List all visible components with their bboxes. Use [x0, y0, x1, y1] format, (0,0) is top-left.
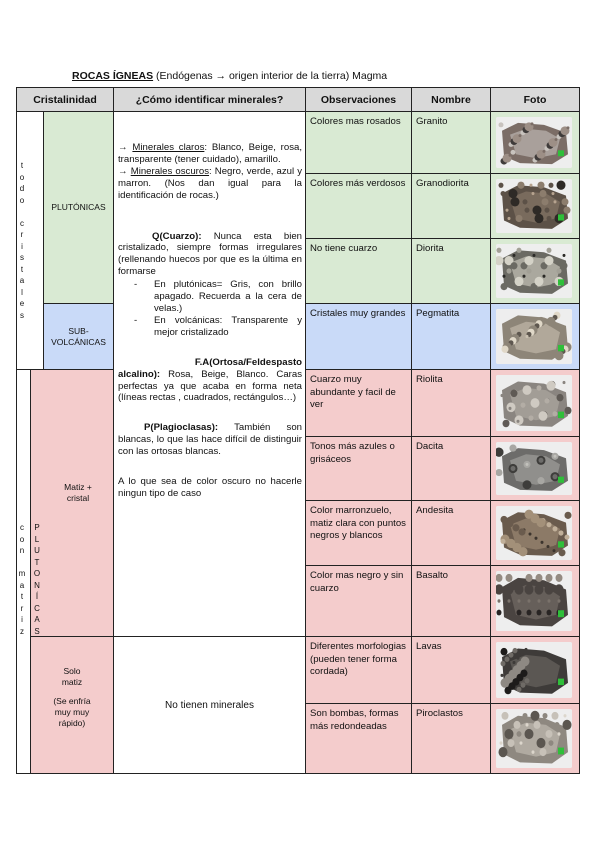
lavas-photo — [496, 642, 572, 698]
nombre-cell — [411, 703, 491, 774]
q-text: Nunca esta bien cristalizado, siempre formas irregulares (rellenando huecos por que es la última en formarse — [118, 230, 302, 278]
vertical-letter: o — [19, 534, 25, 544]
vertical-letter: t — [20, 161, 24, 170]
q-bullet-1-text: En plutónicas= Gris, con brillo apagado. Recuerda a la cera de velas.) — [154, 279, 302, 314]
vertical-letter: C — [34, 603, 40, 613]
q-bullet-1: - En plutónicas= Gris, con brillo apagado. Recuerda a la cera de velas.) — [134, 279, 302, 314]
observacion-text: Diferentes morfologias (pueden tener forma cordada) — [310, 641, 406, 677]
vertical-letter: a — [19, 580, 25, 590]
fa-paragraph — [118, 369, 302, 405]
nombre-cell — [411, 369, 491, 437]
nombre-cell — [411, 303, 491, 370]
title-main: ROCAS ÍGNEAS — [72, 70, 154, 82]
nombre-cell — [411, 173, 491, 239]
observacion-cell — [305, 303, 412, 370]
claros-paragraph — [118, 142, 302, 166]
granito-photo — [496, 117, 572, 168]
vertical-letter: o — [19, 195, 25, 205]
matiz-cristal-label — [44, 482, 112, 504]
observacion-text: Colores más verdosos — [310, 178, 406, 189]
fa-text: Rosa, Beige, Blanco. Caras perfectas ya que acaba en forma neta (líneas rectas , cuadrados, rectángulos…) — [118, 368, 302, 404]
nombre-text: Granodiorita — [416, 178, 469, 189]
p-paragraph — [118, 422, 302, 458]
observacion-text: Son bombas, formas más redondeadas — [310, 708, 399, 732]
no-minerales-cell — [113, 636, 306, 774]
oscuro-text: A lo que sea de color oscuro no hacerle ningun tipo de caso — [118, 476, 302, 499]
q-bullet-2: - En volcánicas: Transparente y mejor cristalizado — [134, 314, 302, 338]
observacion-cell — [305, 565, 412, 637]
header-identificar: ¿Cómo identificar minerales? — [113, 87, 306, 112]
matiz-cristal-line-2: cristal — [66, 493, 90, 503]
nombre-text: Piroclastos — [416, 708, 463, 719]
claros-label: Minerales claros — [132, 142, 205, 153]
granodiorita-photo — [496, 179, 572, 233]
pegmatita-photo — [496, 309, 572, 364]
observacion-cell — [305, 369, 412, 437]
solo-matiz-line-4: muy muy — [54, 707, 90, 717]
identificar-text — [118, 142, 302, 500]
solo-matiz-line-1: Solo — [63, 666, 81, 676]
observacion-text: Cuarzo muy abundante y facil de ver — [310, 374, 396, 410]
nombre-text: Riolita — [416, 374, 443, 385]
oscuros-text: : Negro, verde, azul y marron. (Nos dan igual para la identificación de rocas.) — [118, 165, 302, 201]
con-matriz-label — [17, 522, 27, 637]
nombre-text: Granito — [416, 116, 448, 127]
no-minerales-text: No tienen minerales — [165, 699, 254, 711]
vertical-letter: m — [18, 569, 26, 578]
vertical-letter: U — [34, 546, 40, 555]
subvolcanicas-cell — [43, 303, 114, 370]
nombre-text: Andesita — [416, 505, 454, 516]
oscuros-paragraph — [118, 166, 302, 202]
title-sub: (Endógenas → origen interior de la tierra) Magma — [153, 70, 388, 82]
q-paragraph — [118, 231, 302, 279]
vertical-letter: n — [19, 546, 25, 555]
todo-cristales-label — [17, 160, 27, 321]
subvolcanicas-label-2: VOLCÁNICAS — [51, 336, 106, 347]
subvolcanicas-label-1: SUB- — [68, 325, 89, 336]
vertical-letter: Í — [35, 592, 39, 601]
riolita-photo — [496, 375, 572, 431]
vertical-letter: o — [19, 172, 25, 182]
nombre-cell — [411, 636, 491, 704]
solo-matiz-line-5: rápido) — [58, 718, 86, 728]
solo-matiz-line-2: matiz — [61, 677, 83, 687]
vertical-letter: L — [34, 534, 40, 544]
observacion-cell — [305, 636, 412, 704]
vertical-letter: A — [34, 615, 40, 624]
vertical-letter: c — [20, 523, 24, 532]
diorita-photo — [496, 244, 572, 298]
vertical-letter — [17, 206, 27, 218]
vertical-letter: t — [20, 592, 24, 601]
observacion-text: Colores mas rosados — [310, 116, 401, 127]
nombre-text: Basalto — [416, 570, 448, 581]
vertical-letter: T — [34, 557, 40, 567]
observacion-text: Cristales muy grandes — [310, 308, 406, 319]
vertical-letter: z — [20, 626, 24, 636]
vertical-letter: P — [34, 523, 40, 532]
piroclastos-photo — [496, 709, 572, 768]
vertical-letter: N — [34, 580, 40, 590]
matiz-cristal-line-1: Matiz + — [64, 482, 92, 492]
vertical-letter: d — [19, 184, 25, 193]
fa-label-1: F.A(Ortosa/Feldespasto — [194, 356, 302, 368]
nombre-text: Diorita — [416, 243, 444, 254]
dacita-photo — [496, 442, 572, 495]
header-cristalinidad: Cristalinidad — [16, 87, 114, 112]
nombre-cell — [411, 238, 491, 304]
header-foto: Foto — [490, 87, 580, 112]
observacion-text: Color mas negro y sin cuarzo — [310, 570, 404, 594]
vertical-letter: a — [19, 276, 25, 285]
p-text: También son blancas, lo que las hace difícil de distinguir con las ortosas blancas. — [118, 422, 302, 458]
vertical-letter: r — [20, 230, 24, 239]
observacion-cell — [305, 436, 412, 501]
observacion-cell — [305, 111, 412, 174]
vertical-letter: S — [34, 626, 40, 636]
observacion-cell — [305, 238, 412, 304]
nombre-text: Dacita — [416, 441, 444, 452]
vertical-letter: i — [21, 241, 23, 251]
arrow-2: → — [118, 165, 131, 177]
q-bullet-2-text: En volcánicas: Transparente y mejor cristalizado — [154, 314, 302, 338]
vertical-letter: r — [20, 603, 24, 613]
page-title — [72, 70, 387, 82]
observacion-cell — [305, 500, 412, 566]
nombre-cell — [411, 111, 491, 174]
observacion-cell — [305, 173, 412, 239]
observacion-text: No tiene cuarzo — [310, 243, 378, 254]
q-label: Q(Cuarzo): — [152, 230, 202, 242]
oscuros-label: Minerales oscuros — [130, 165, 210, 177]
vertical-letter: O — [33, 569, 41, 578]
fa-label-2: alcalino): — [118, 368, 161, 380]
oscuro-paragraph — [118, 476, 302, 500]
basalto-photo — [496, 571, 572, 631]
nombre-cell — [411, 436, 491, 501]
arrow-1: → — [118, 142, 133, 153]
vertical-letter: e — [19, 299, 25, 308]
nombre-text: Lavas — [416, 641, 442, 652]
p-label: P(Plagioclasas): — [144, 422, 219, 434]
vertical-letter: l — [21, 287, 23, 297]
claros-text: : Blanco, Beige, rosa, transparente (tener cuidado), amarillo. — [118, 142, 302, 165]
observacion-cell — [305, 703, 412, 774]
solo-matiz-label — [32, 666, 112, 729]
vertical-letter: s — [20, 310, 24, 320]
plutonicas-vertical-label — [32, 522, 42, 637]
andesita-photo — [496, 506, 572, 560]
vertical-letter: t — [20, 264, 24, 274]
plutonicas-cell — [43, 111, 114, 304]
plutonicas-label: PLUTÓNICAS — [51, 202, 106, 212]
observacion-text: Tonos más azules o grisáceos — [310, 441, 395, 465]
vertical-letter: s — [20, 253, 24, 262]
solo-matiz-line-3: (Se enfría — [53, 696, 91, 706]
vertical-letter: i — [21, 615, 23, 624]
header-nombre: Nombre — [411, 87, 491, 112]
nombre-cell — [411, 500, 491, 566]
nombre-text: Pegmatita — [416, 308, 460, 319]
observacion-text: Color marronzuelo, matiz clara con puntos negros y blancos — [310, 505, 406, 541]
vertical-letter: c — [20, 218, 24, 228]
header-observaciones: Observaciones — [305, 87, 412, 112]
nombre-cell — [411, 565, 491, 637]
fa-label-line — [118, 357, 302, 369]
vertical-letter — [17, 557, 27, 569]
